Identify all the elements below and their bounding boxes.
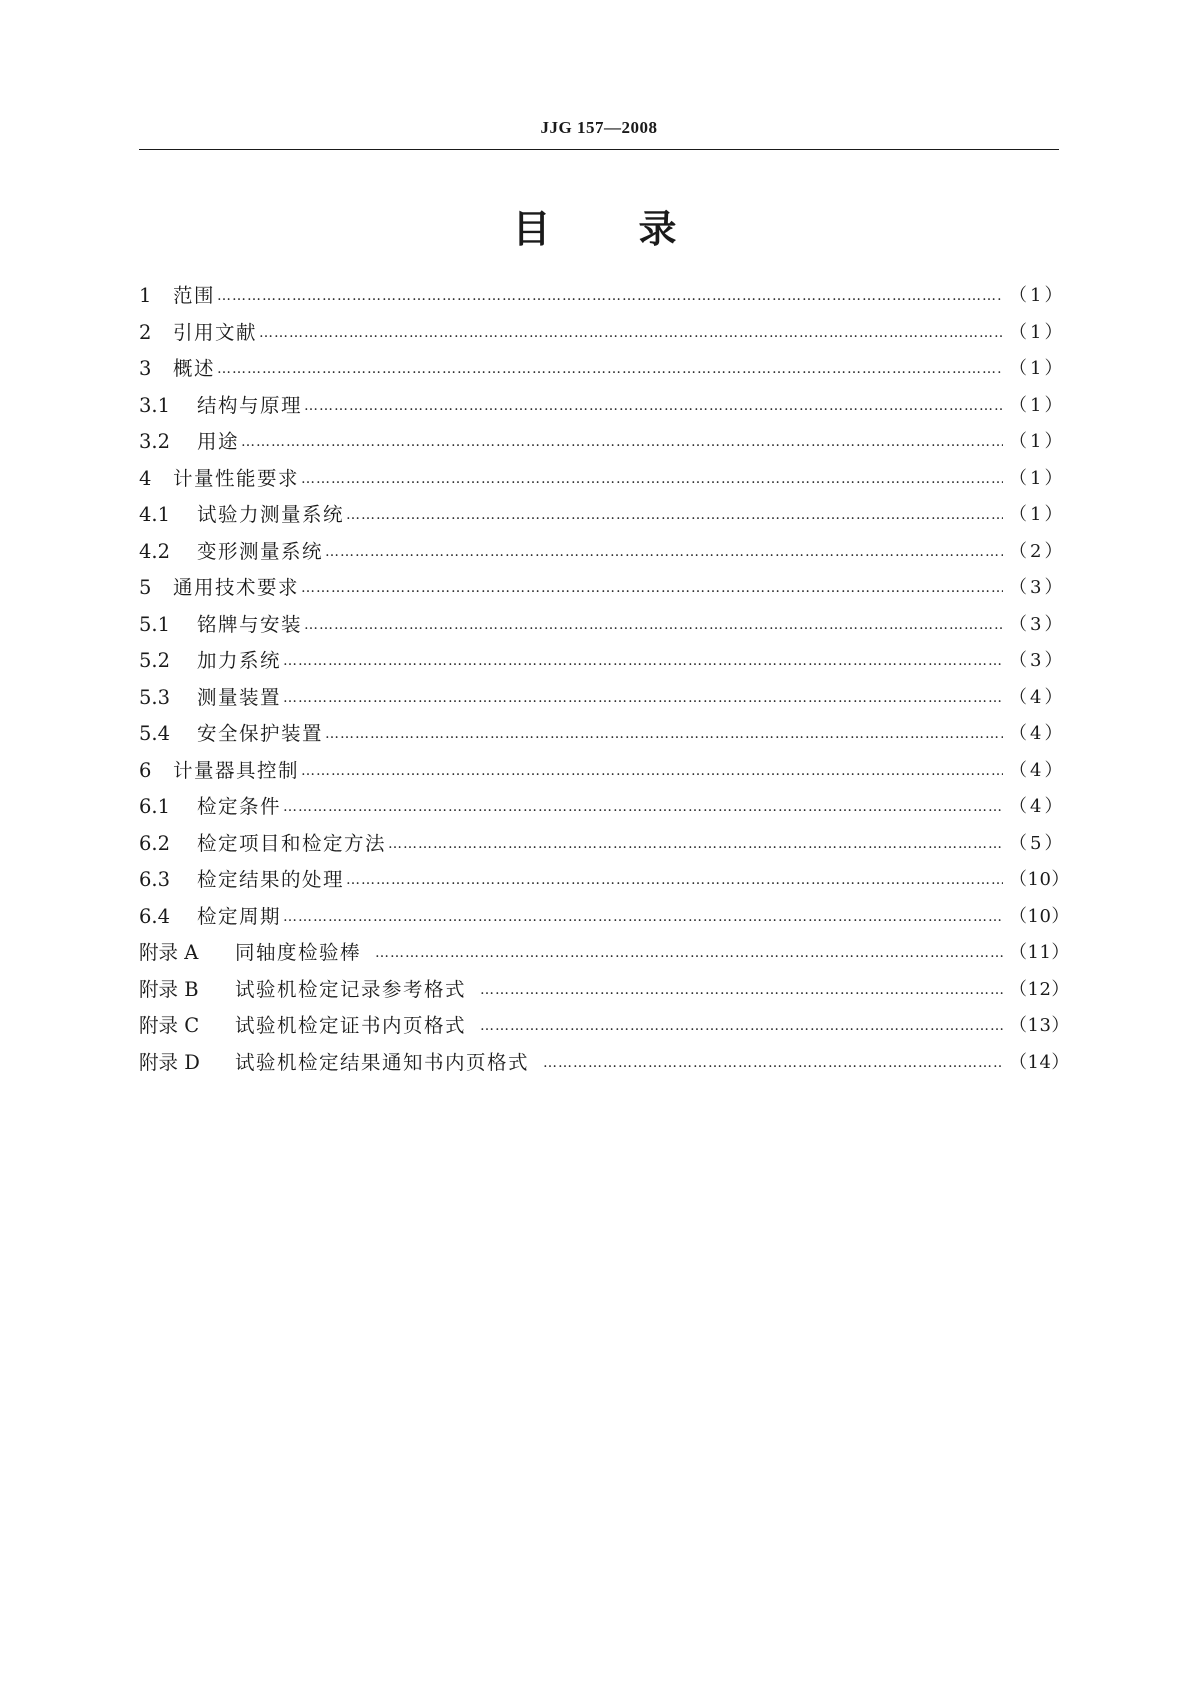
toc-leader-dots [325,534,1003,571]
toc-number: 3.1 [139,393,171,417]
toc-label: 安全保护装置 [197,722,324,745]
toc-number: 5.4 [139,722,171,745]
toc-leader-dots [304,607,1003,644]
toc-number: 1 [139,284,152,307]
toc-leader-dots [325,716,1003,753]
toc-label: 引用文献 [173,320,258,344]
toc-number: 5.1 [139,612,171,636]
toc-leader-dots [375,935,1003,972]
toc-leader-dots [301,570,1003,607]
toc-leader-dots [346,497,1003,534]
toc-leader-dots [259,315,1003,352]
toc-label: 试验机检定结果通知书内页格式 [235,1050,530,1074]
toc-page: （10） [1009,905,1070,927]
toc-page: （3） [1009,577,1066,598]
toc-label: 检定周期 [197,904,282,928]
toc-entry[interactable] [139,935,1070,972]
toc-leader-dots [543,1045,1003,1082]
toc-page: （2） [1009,540,1066,562]
toc-page: （4） [1009,723,1066,744]
toc-label: 计量器具控制 [173,758,300,782]
toc-entry[interactable] [139,789,1066,826]
toc-number: 5.2 [139,649,171,672]
toc-number: 附录 B [139,977,199,1001]
toc-leader-dots [217,278,1003,315]
toc-number: 6.2 [139,831,171,855]
toc-entry[interactable] [139,607,1066,644]
toc-page: （11） [1009,942,1070,963]
toc-page: （4） [1009,796,1066,817]
toc-label: 检定项目和检定方法 [197,831,387,855]
toc-number: 5 [139,576,152,599]
toc-number: 6 [139,758,152,782]
toc-label: 检定结果的处理 [197,868,345,891]
toc-leader-dots [346,862,1003,899]
toc-leader-dots [283,680,1003,717]
toc-label: 用途 [197,430,240,453]
toc-number: 附录 C [139,1014,200,1037]
toc-label: 加力系统 [197,649,282,672]
toc-entry[interactable] [139,716,1066,753]
toc-number: 4 [139,466,152,490]
toc-page: （1） [1009,431,1066,452]
toc-page: （10） [1009,869,1070,890]
toc-entry[interactable] [139,753,1066,790]
toc-page: （3） [1009,650,1066,671]
toc-page: （12） [1009,978,1070,1000]
toc-entry[interactable] [139,461,1066,498]
toc-number: 3.2 [139,430,171,453]
toc-leader-dots [480,972,1003,1009]
toc-page: （1） [1009,285,1066,306]
toc-number: 6.4 [139,904,171,928]
toc-entry[interactable] [139,1045,1070,1082]
toc-entry[interactable] [139,351,1066,388]
toc-page: （1） [1009,321,1066,343]
toc-number: 4.2 [139,539,171,563]
toc-page: （1） [1009,394,1066,416]
toc-page: （14） [1009,1051,1070,1073]
toc-label: 试验力测量系统 [197,503,345,526]
toc-page: （5） [1009,832,1066,854]
toc-entry[interactable] [139,680,1066,717]
toc-entry[interactable] [139,570,1066,607]
toc-entry[interactable] [139,278,1066,315]
toc-leader-dots [304,388,1003,425]
title-char-1: 目 [512,207,553,251]
page-title [0,198,1191,253]
table-of-contents [139,278,1070,1081]
title-char-2: 录 [638,207,679,251]
toc-entry[interactable] [139,1008,1070,1045]
toc-leader-dots [301,753,1003,790]
toc-label: 测量装置 [197,685,282,709]
document-code-header: JJG 157—2008 [540,118,658,137]
toc-label: 概述 [173,357,216,380]
toc-number: 6.1 [139,795,171,818]
toc-entry[interactable] [139,899,1070,936]
toc-page: （3） [1009,613,1066,635]
toc-page: （1） [1009,504,1066,525]
toc-number: 6.3 [139,868,171,891]
toc-label: 检定条件 [197,795,282,818]
toc-leader-dots [241,424,1003,461]
toc-entry[interactable] [139,534,1066,571]
toc-leader-dots [283,789,1003,826]
toc-entry[interactable] [139,424,1066,461]
toc-label: 范围 [173,284,216,307]
toc-number: 2 [139,320,152,344]
toc-leader-dots [301,461,1003,498]
toc-leader-dots [283,643,1003,680]
toc-page: （1） [1009,358,1066,379]
toc-page: （4） [1009,686,1066,708]
toc-label: 同轴度检验棒 [235,941,362,964]
toc-label: 试验机检定证书内页格式 [235,1014,467,1037]
toc-number: 3 [139,357,152,380]
toc-page: （4） [1009,759,1066,781]
toc-entry[interactable] [139,826,1066,863]
toc-label: 试验机检定记录参考格式 [235,977,467,1001]
toc-label: 变形测量系统 [197,539,324,563]
toc-label: 结构与原理 [197,393,303,417]
toc-entry[interactable] [139,497,1066,534]
toc-entry[interactable] [139,972,1070,1009]
toc-label: 通用技术要求 [173,576,300,599]
toc-entry[interactable] [139,643,1066,680]
toc-number: 附录 D [139,1050,200,1074]
toc-number: 4.1 [139,503,171,526]
toc-page: （1） [1009,467,1066,489]
toc-entry[interactable] [139,315,1066,352]
toc-entry[interactable] [139,862,1070,899]
toc-page: （13） [1009,1015,1070,1036]
toc-label: 计量性能要求 [173,466,300,490]
header-rule [139,149,1059,150]
toc-leader-dots [480,1008,1003,1045]
toc-leader-dots [388,826,1003,863]
toc-leader-dots [283,899,1003,936]
toc-entry[interactable] [139,388,1066,425]
toc-number: 5.3 [139,685,171,709]
toc-leader-dots [217,351,1003,388]
toc-label: 铭牌与安装 [197,612,303,636]
toc-number: 附录 A [139,941,199,964]
